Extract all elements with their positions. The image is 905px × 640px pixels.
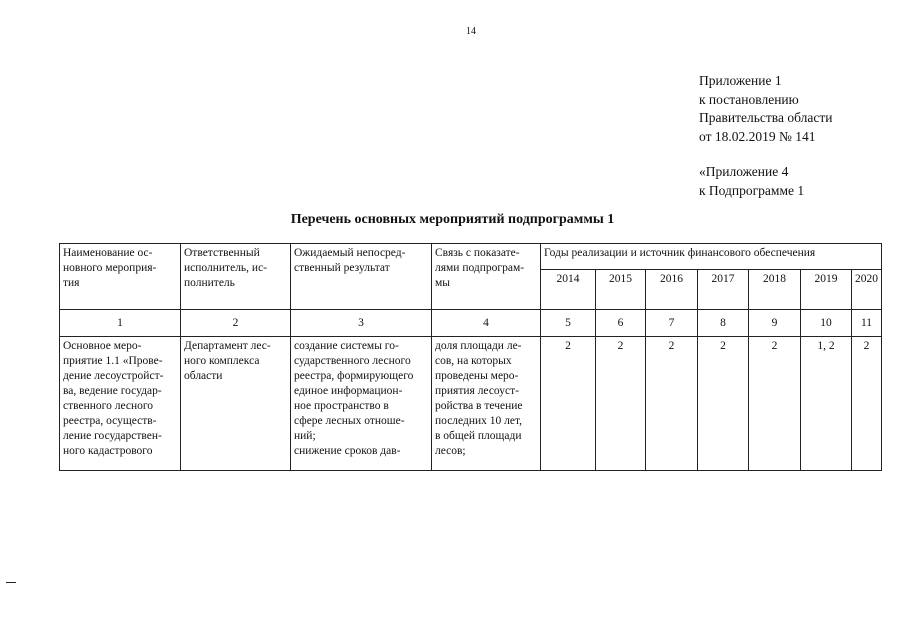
header-result [291,244,432,310]
appendix-block [699,72,832,200]
column-number: 5 [541,310,596,337]
header-link [432,244,541,310]
header-name [60,244,181,310]
column-number: 6 [596,310,646,337]
header-executor [181,244,291,310]
appendix-line: «Приложение 4 [699,164,789,179]
year-value: 1, 2 [801,337,852,471]
header-year: 2020 [852,270,882,310]
page-number: 14 [466,26,476,37]
appendix-line: Правительства области [699,110,833,125]
appendix-line: к постановлению [699,91,799,107]
measure-link [432,337,541,471]
column-number: 3 [291,310,432,337]
header-year: 2017 [698,270,749,310]
appendix-line: к Подпрограмме 1 [699,182,805,198]
column-number-row [60,310,882,337]
year-value: 2 [596,337,646,471]
column-number: 8 [698,310,749,337]
measure-result [291,337,432,471]
year-value: 2 [698,337,749,471]
header-year: 2016 [646,270,698,310]
year-value: 2 [646,337,698,471]
column-number: 2 [181,310,291,337]
table-row [60,337,882,471]
measures-table [59,243,882,471]
measure-name [60,337,181,471]
header-link-text: Связь с показате- лями подпрограм- мы [435,247,525,289]
appendix-line: Приложение 1 [699,73,782,88]
column-number: 9 [749,310,801,337]
column-number: 4 [432,310,541,337]
header-year: 2019 [801,270,852,310]
header-name-text: Наименование ос- новного мероприя- тия [63,247,157,289]
header-result-text: Ожидаемый непосред- ственный результат [294,247,406,274]
header-year: 2018 [749,270,801,310]
year-value: 2 [541,337,596,471]
column-number: 10 [801,310,852,337]
header-executor-text: Ответственный исполнитель, ис- полнитель [184,247,268,289]
column-number: 7 [646,310,698,337]
header-years-group: Годы реализации и источник финансового обеспечения [541,244,882,270]
measure-result-text: создание системы го- сударственного лесного реестра, формирующего единое информацион- ное пространство в сфере лесных отноше- ний; снижение сроков дав- [294,340,414,457]
header-year: 2014 [541,270,596,310]
margin-mark [6,582,16,583]
header-year: 2015 [596,270,646,310]
year-value: 2 [749,337,801,471]
column-number: 11 [852,310,882,337]
year-value: 2 [852,337,882,471]
measure-executor [181,337,291,471]
column-number: 1 [60,310,181,337]
measure-link-text: доля площади ле- сов, на которых проведены меро- приятия лесоуст- ройства в течение последних 10 лет, в общей площади лесов; [435,340,523,457]
document-title: Перечень основных мероприятий подпрограммы 1 [290,212,615,227]
measure-executor-text: Департамент лес- ного комплекса области [184,340,271,382]
appendix-line: от 18.02.2019 № 141 [699,128,816,144]
measure-name-text: Основное меро- приятие 1.1 «Прове- дение лесоустройст- ва, ведение государ- ственного лесного реестра, осуществ- ление государствен- ного кадастрового [63,340,164,457]
